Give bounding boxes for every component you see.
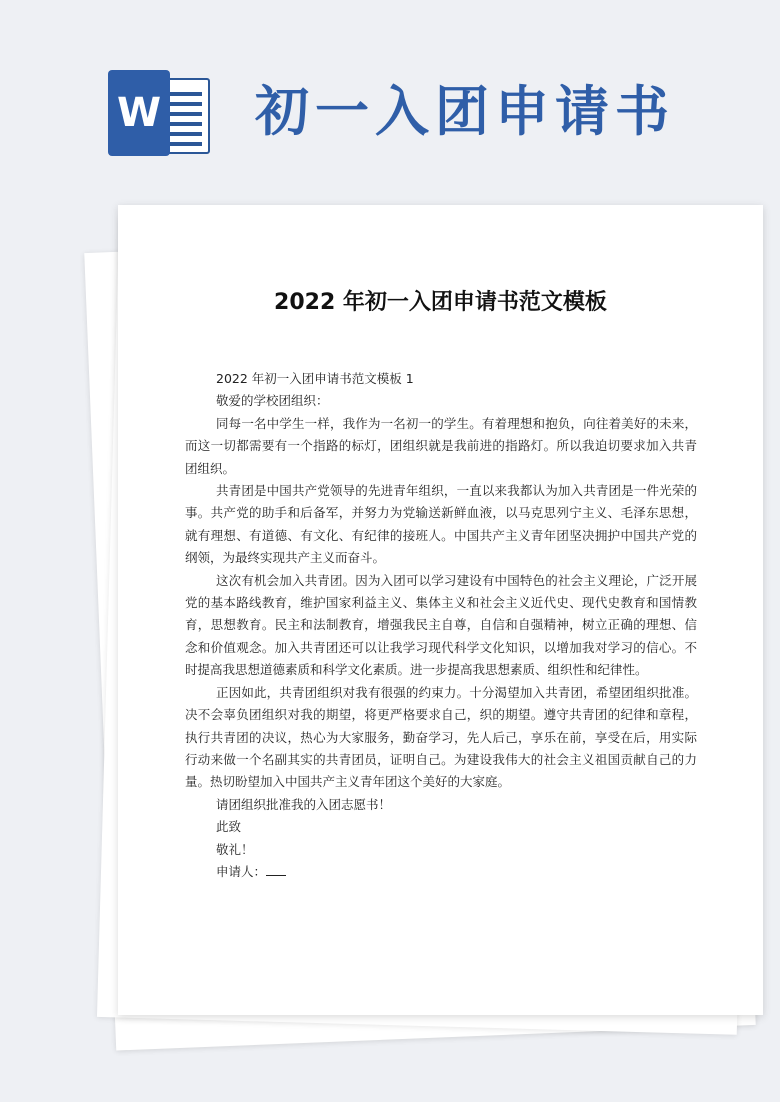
signature-line [185,861,697,883]
document-title: 2022 年初一入团申请书范文模板 [274,290,607,315]
document-paragraph: 同每一名中学生一样，我作为一名初一的学生。有着理想和抱负，向往着美好的未来，而这一切都需要有一个指路的标灯，团组织就是我前进的指路灯。所以我迫切要求加入共青团组织。 [185,415,697,476]
document-paragraph: 敬爱的学校团组织： [216,393,329,409]
document-paragraph: 正因如此，共青团组织对我有很强的约束力。十分渴望加入共青团，希望团组织批准。决不会辜负团组织对我的期望，将更严格要求自己，织的期望。遵守共青团的纪律和章程，执行共青团的决议，热心为大家服务，勤奋学习，先人后己，享乐在前，享受在后，用实际行动来做一个名副其实的共青团员，证明自己。为建设我伟大的社会主义祖国贡献自己的力量。热切盼望加入中国共产主义青年团这个美好的大家庭。 [185,684,697,790]
signature-label: 申请人： [216,863,267,879]
document-paragraph: 请团组织批准我的入团志愿书！ [216,796,392,812]
word-icon-letter: W [108,70,170,156]
document-body [185,368,697,883]
document-paragraph: 共青团是中国共产党领导的先进青年组织，一直以来我都认为加入共青团是一件光荣的事。共产党的助手和后备军，并努力为党输送新鲜血液，以马克思列宁主义、毛泽东思想，就有理想、有道德、有文化、有纪律的接班人。中国共产主义青年团坚决拥护中国共产党的纲领，为最终实现共产主义而奋斗。 [185,483,697,566]
document-paragraph: 敬礼！ [216,841,254,857]
document-page [118,205,763,1015]
banner [0,0,780,190]
document-paragraph: 2022 年初一入团申请书范文模板 1 [216,371,414,386]
document-paragraph: 此致 [216,819,242,835]
signature-blank [266,863,286,876]
document-paragraph: 这次有机会加入共青团。因为入团可以学习建设有中国特色的社会主义理论，广泛开展党的基本路线教育，维护国家利益主义、集体主义和社会主义近代史、现代史教育和国情教育，思想教育。民主和法制教育，增强我民主自尊，自信和自强精神，树立正确的理想、信念和价值观念。加入共青团还可以让我学习现代科学文化知识，以增加我对学习的信心。不时提高我思想道德素质和科学文化素质。进一步提高我思想素质、组织性和纪律性。 [185,572,697,678]
banner-title: 初一入团申请书 [255,80,675,143]
word-icon [108,70,208,156]
